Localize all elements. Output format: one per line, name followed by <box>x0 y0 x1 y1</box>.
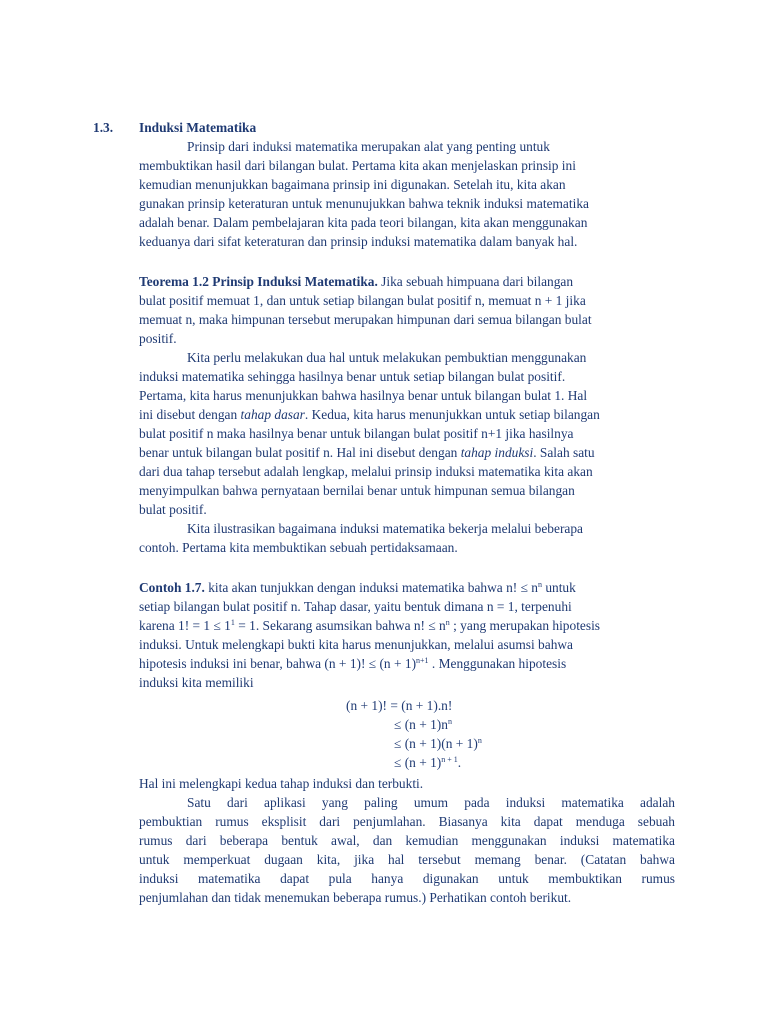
explanation-line: induksi matematika sehingga hasilnya benar untuk setiap bilangan bulat positif. <box>139 369 566 384</box>
explanation-line: bulat positif. <box>139 502 207 517</box>
explanation-line <box>139 443 595 462</box>
text-span: . <box>457 755 462 770</box>
text-span: ≤ (n + 1) <box>394 755 442 770</box>
example-line: setiap bilangan bulat positif n. Tahap dasar, yaitu bentuk dimana n = 1, terpenuhi <box>139 599 572 614</box>
equation-line-4 <box>394 753 461 772</box>
explanation-line <box>139 405 600 424</box>
example-line: induksi. Untuk melengkapi bukti kita harus menunjukkan, melalui asumsi bahwa <box>139 637 574 652</box>
intro-line: keduanya dari sifat keteraturan dan prinsip induksi matematika dalam banyak hal. <box>139 234 578 249</box>
explanation-line: Pertama, kita harus menunjukkan bahwa hasilnya benar untuk bilangan bulat 1. Hal <box>139 388 588 403</box>
text-span: . Salah satu <box>533 445 595 460</box>
intro-line: Prinsip dari induksi matematika merupakan alat yang penting untuk <box>187 139 550 154</box>
final-line: penjumlahan dan tidak menemukan beberapa rumus.) Perhatikan contoh berikut. <box>139 890 572 905</box>
theorem-line: memuat n, maka himpunan tersebut merupakan himpunan dari semua bilangan bulat <box>139 312 592 327</box>
section-number: 1.3. <box>93 120 114 135</box>
equation-line-2 <box>394 715 452 734</box>
intro-line: gunakan prinsip keteraturan untuk menunujukkan bahwa teknik induksi matematika <box>139 196 589 211</box>
theorem-label: Teorema 1.2 Prinsip Induksi Matematika. <box>139 274 378 289</box>
theorem-first-line <box>139 272 573 291</box>
superscript: n <box>537 580 542 589</box>
text-span: karena 1! = 1 ≤ 1 <box>139 618 231 633</box>
example-line: induksi kita memiliki <box>139 675 254 690</box>
text-span: benar untuk bilangan bulat positif n. Hal ini disebut dengan <box>139 445 461 460</box>
explanation-line: Kita perlu melakukan dua hal untuk melakukan pembuktian menggunakan <box>187 350 587 365</box>
section-title: Induksi Matematika <box>139 120 257 135</box>
text-span: kita akan tunjukkan dengan induksi matematika bahwa n! ≤ n <box>204 580 538 595</box>
text-span: . Kedua, kita harus menunjukkan untuk setiap bilangan <box>304 407 600 422</box>
equation-line-1: (n + 1)! = (n + 1).n! <box>346 698 453 713</box>
text-span: . Menggunakan hipotesis <box>428 656 567 671</box>
example-label: Contoh 1.7. <box>139 580 205 595</box>
superscript: n <box>445 618 450 627</box>
equation-line-3 <box>394 734 482 753</box>
superscript: n <box>447 717 452 726</box>
text-span: ≤ (n + 1)(n + 1) <box>394 736 478 751</box>
text-span: = 1. Sekarang asumsikan bahwa n! ≤ n <box>234 618 446 633</box>
example-conclusion: Hal ini melengkapi kedua tahap induksi dan terbukti. <box>139 776 424 791</box>
text-span: ≤ (n + 1)n <box>394 717 448 732</box>
text-span: ; yang merupakan hipotesis <box>449 618 601 633</box>
superscript: n + 1 <box>441 755 458 764</box>
intro-line: kemudian menunjukkan bagaimana prinsip ini digunakan. Setelah itu, kita akan <box>139 177 566 192</box>
term-tahap-dasar: tahap dasar <box>240 407 305 422</box>
explanation-line: menyimpulkan bahwa pernyataan bernilai benar untuk himpunan semua bilangan <box>139 483 575 498</box>
intro-line: membuktikan hasil dari bilangan bulat. Pertama kita akan menjelaskan prinsip ini <box>139 158 576 173</box>
theorem-line: bulat positif memuat 1, dan untuk setiap bilangan bulat positif n, memuat n + 1 jika <box>139 293 586 308</box>
superscript: 1 <box>230 618 235 627</box>
superscript: n+1 <box>416 656 429 665</box>
final-line: rumus dari beberapa bentuk awal, dan kemudian menggunakan induksi matematika <box>139 833 675 848</box>
example-line <box>139 654 566 673</box>
final-line: induksi matematika dapat pula hanya digunakan untuk membuktikan rumus <box>139 871 675 886</box>
illustration-line: contoh. Pertama kita membuktikan sebuah pertidaksamaan. <box>139 540 458 555</box>
example-line <box>139 616 600 635</box>
theorem-text: Jika sebuah himpuana dari bilangan <box>377 274 574 289</box>
example-line <box>139 578 576 597</box>
text-span: ini disebut dengan <box>139 407 241 422</box>
final-line: untuk memperkuat dugaan kita, jika hal tersebut memang benar. (Catatan bahwa <box>139 852 675 867</box>
theorem-line: positif. <box>139 331 177 346</box>
final-line: pembuktian rumus eksplisit dari penjumlahan. Biasanya kita dapat menduga sebuah <box>139 814 675 829</box>
term-tahap-induksi: tahap induksi <box>460 445 534 460</box>
illustration-line: Kita ilustrasikan bagaimana induksi matematika bekerja melalui beberapa <box>187 521 583 536</box>
text-span: untuk <box>541 580 576 595</box>
text-span: hipotesis induksi ini benar, bahwa (n + 1)! ≤ (n + 1) <box>139 656 417 671</box>
intro-line: adalah benar. Dalam pembelajaran kita pada teori bilangan, kita akan menggunakan <box>139 215 588 230</box>
explanation-line: bulat positif n maka hasilnya benar untuk bilangan bulat positif n+1 jika hasilnya <box>139 426 574 441</box>
explanation-line: dari dua tahap tersebut adalah lengkap, melalui prinsip induksi matematika kita akan <box>139 464 593 479</box>
final-line: Satu dari aplikasi yang paling umum pada induksi matematika adalah <box>187 795 675 810</box>
superscript: n <box>477 736 482 745</box>
